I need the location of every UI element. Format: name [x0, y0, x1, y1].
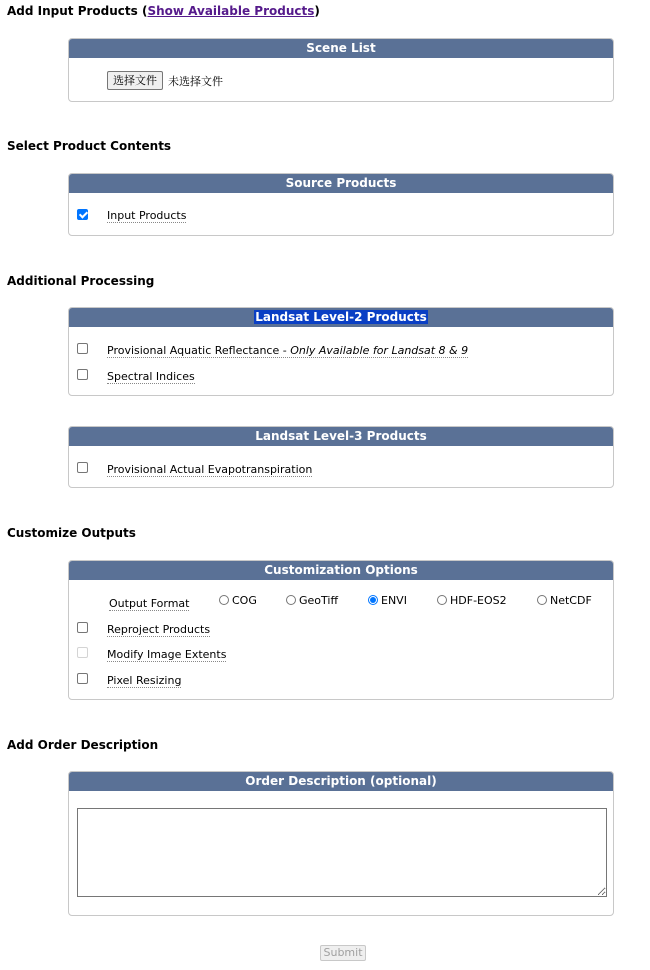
- customization-options-header: Customization Options: [69, 561, 613, 580]
- scene-list-panel: [68, 38, 614, 102]
- pixel-resizing-row: [69, 673, 613, 689]
- show-available-products-link[interactable]: Show Available Products: [147, 4, 315, 18]
- reproject-checkbox[interactable]: [77, 622, 88, 633]
- additional-processing-heading: Additional Processing: [7, 274, 155, 288]
- source-products-panel: [68, 173, 614, 236]
- level2-products-panel: [68, 307, 614, 396]
- input-products-label[interactable]: Input Products: [107, 209, 187, 222]
- spectral-indices-label[interactable]: Spectral Indices: [107, 370, 195, 383]
- source-products-header: Source Products: [69, 174, 613, 193]
- reproject-label[interactable]: Reproject Products: [107, 623, 211, 636]
- spectral-indices-checkbox[interactable]: [77, 369, 88, 380]
- reproject-row: [69, 622, 613, 638]
- aquatic-reflectance-label[interactable]: Provisional Aquatic Reflectance - Only Available for Landsat 8 & 9: [107, 344, 469, 357]
- order-description-header: Order Description (optional): [69, 772, 613, 791]
- aquatic-reflectance-row: [69, 343, 613, 359]
- choose-file-button[interactable]: 选择文件: [107, 71, 163, 90]
- submit-button[interactable]: Submit: [320, 945, 366, 961]
- radio-envi[interactable]: [368, 595, 378, 605]
- modify-extents-checkbox[interactable]: [77, 647, 88, 658]
- evapotranspiration-label[interactable]: Provisional Actual Evapotranspiration: [107, 463, 313, 476]
- add-order-description-heading: Add Order Description: [7, 738, 159, 752]
- evapotranspiration-checkbox[interactable]: [77, 462, 88, 473]
- level2-products-header: Landsat Level-2 Products: [69, 308, 613, 327]
- file-status-text: 未选择文件: [168, 75, 223, 88]
- customize-outputs-heading: Customize Outputs: [7, 526, 136, 540]
- add-input-products-heading: Add Input Products (Show Available Products): [7, 4, 320, 18]
- radio-cog[interactable]: [219, 595, 229, 605]
- radio-hdf-eos2[interactable]: [437, 595, 447, 605]
- evapotranspiration-row: [69, 462, 613, 478]
- scene-list-header: Scene List: [69, 39, 613, 58]
- aquatic-reflectance-checkbox[interactable]: [77, 343, 88, 354]
- input-products-checkbox[interactable]: [77, 209, 88, 220]
- select-product-contents-heading: Select Product Contents: [7, 139, 172, 153]
- pixel-resizing-label[interactable]: Pixel Resizing: [107, 674, 182, 687]
- order-description-textarea[interactable]: [77, 808, 607, 897]
- output-format-label: Output Format: [109, 597, 190, 610]
- input-products-row: [69, 209, 613, 225]
- pixel-resizing-checkbox[interactable]: [77, 673, 88, 684]
- spectral-indices-row: [69, 369, 613, 385]
- level3-products-header: Landsat Level-3 Products: [69, 427, 613, 446]
- radio-geotiff[interactable]: [286, 595, 296, 605]
- modify-extents-label[interactable]: Modify Image Extents: [107, 648, 227, 661]
- radio-netcdf[interactable]: [537, 595, 547, 605]
- order-description-panel: [68, 771, 614, 916]
- modify-extents-row: [69, 647, 613, 663]
- customization-options-panel: Customization Options Output Format COG GeoTiff ENVI HDF-EOS2 NetCDF Reproject Products Modify Image Extents Pixel Resizing: [68, 560, 614, 700]
- level3-products-panel: [68, 426, 614, 488]
